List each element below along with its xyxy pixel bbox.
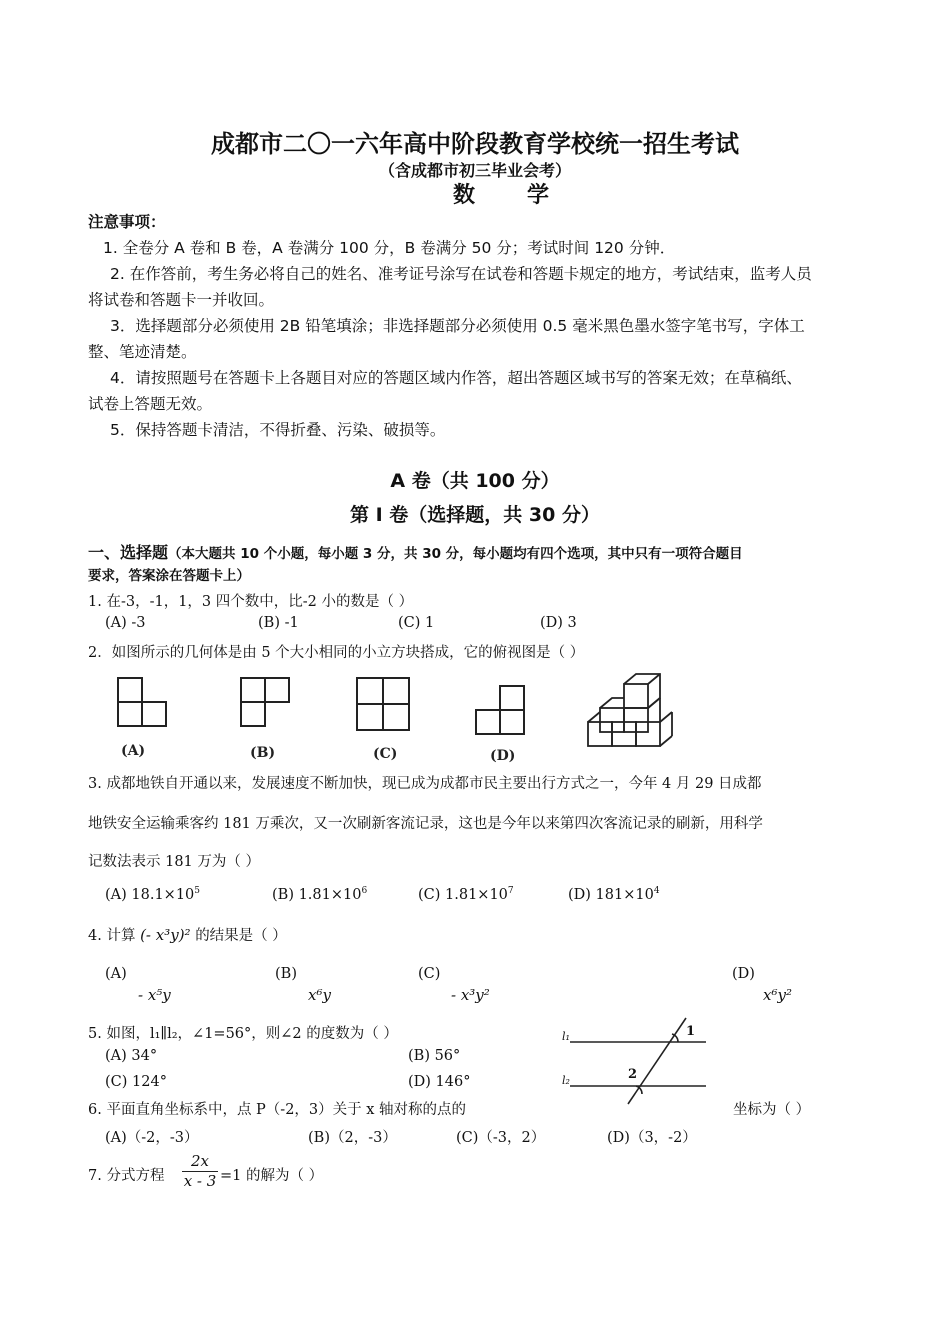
q2-label-c: (C) — [373, 746, 398, 762]
q4-expression: (- x³y)² — [140, 926, 191, 944]
q3-option-c-exp: 7 — [507, 886, 514, 896]
q4-stem — [88, 924, 287, 945]
q3-line-3: 记数法表示 181 万为（ ） — [88, 854, 261, 870]
q4-pre: 4. 计算 — [88, 928, 136, 944]
q3-option-a-exp: 5 — [194, 886, 201, 896]
mc-desc-1: （本大题共 10 个小题，每小题 3 分，共 30 分，每小题均有四个选项，其中只有一项符合题目 — [168, 546, 743, 562]
q2-figures — [100, 670, 700, 770]
q4-option-a-label: (A) — [105, 966, 127, 982]
note-2a: 2. 在作答前，考生务必将自己的姓名、准考证号涂写在试卷和答题卡规定的地方，考试结束，监考人员 — [110, 265, 812, 283]
note-4a: 4．请按照题号在答题卡上各题目对应的答题区域内作答，超出答题区域书写的答案无效；在草稿纸、 — [110, 369, 802, 387]
q7-pre: 7. 分式方程 — [88, 1168, 165, 1184]
q2-solid-figure — [588, 674, 672, 746]
q3-option-d-text: (D) 181×10 — [568, 886, 654, 903]
q6-stem: 6. 平面直角坐标系中，点 P（-2，3）关于 x 轴对称的点的 — [88, 1102, 467, 1118]
q1-option-b: (B) -1 — [258, 615, 299, 631]
q6-option-c: (C)（-3，2） — [456, 1130, 546, 1146]
q7-post: =1 的解为（ ） — [220, 1168, 324, 1184]
q2-label-b: (B) — [250, 745, 276, 761]
q2-figure-d — [476, 686, 524, 734]
q1-option-a: (A) -3 — [105, 615, 146, 631]
exam-subtitle: （含成都市初三毕业会考） — [378, 161, 571, 180]
mc-heading: 一、选择题 — [88, 543, 169, 562]
section-a-title: A 卷（共 100 分） — [390, 470, 560, 492]
subject-title: 数学 — [452, 183, 601, 208]
transversal-line — [628, 1018, 686, 1104]
q1-option-d: (D) 3 — [540, 615, 577, 631]
part1-title: 第 Ⅰ 卷（选择题，共 30 分） — [350, 504, 600, 526]
q6-option-b: (B)（2，-3） — [308, 1130, 397, 1146]
q7-numerator: 2x — [190, 1152, 209, 1170]
q6-stem-cont: 坐标为（ ） — [733, 1102, 811, 1118]
q5-option-b: (B) 56° — [408, 1048, 461, 1064]
q3-option-b-text: (B) 1.81×10 — [272, 886, 362, 903]
q5-fig-l2: l₂ — [562, 1074, 570, 1087]
q2-label-d: (D) — [490, 748, 516, 764]
q4-option-b-label: (B) — [275, 966, 297, 982]
q4-post: 的结果是（ ） — [195, 928, 287, 944]
note-1: 1. 全卷分 A 卷和 B 卷，A 卷满分 100 分，B 卷满分 50 分；考试时间 120 分钟． — [103, 239, 676, 257]
q2-figure-b — [241, 678, 289, 726]
q2-label-a: (A) — [121, 743, 146, 759]
q2-figure-c — [357, 678, 409, 730]
q7-denominator: x - 3 — [183, 1172, 217, 1190]
q1-stem: 1. 在-3，-1，1，3 四个数中，比-2 小的数是（ ） — [88, 594, 414, 610]
q4-option-b-expr: x⁶y — [308, 986, 331, 1004]
q4-option-c-expr: - x³y² — [451, 986, 490, 1004]
q5-stem: 5. 如图，l₁∥l₂，∠1=56°，则∠2 的度数为（ ） — [88, 1026, 398, 1042]
q4-option-d-expr: x⁶y² — [763, 986, 792, 1004]
q7-fraction — [182, 1152, 218, 1190]
q6-option-a: (A)（-2，-3） — [105, 1130, 199, 1146]
note-3a: 3．选择题部分必须使用 2B 铅笔填涂；非选择题部分必须使用 0.5 毫米黑色墨水签字笔书写，字体工 — [110, 317, 805, 335]
q5-fig-l1: l₁ — [562, 1030, 570, 1043]
q3-option-a-text: (A) 18.1×10 — [105, 886, 195, 903]
mc-desc-2: 要求，答案涂在答题卡上） — [88, 568, 250, 584]
q3-option-a — [105, 886, 200, 903]
q4-option-a-expr: - x⁵y — [138, 986, 171, 1004]
note-4b: 试卷上答题无效。 — [88, 395, 213, 413]
note-5: 5．保持答题卡清洁，不得折叠、污染、破损等。 — [110, 421, 446, 439]
q3-option-c — [418, 886, 514, 903]
mc-instructions — [88, 540, 743, 563]
q3-line-2: 地铁安全运输乘客约 181 万乘次，又一次刷新客流记录，这也是今年以来第四次客流记录的刷新，用科学 — [88, 816, 763, 832]
q5-option-d: (D) 146° — [408, 1074, 471, 1090]
q5-fig-angle1: 1 — [686, 1024, 696, 1039]
q2-figure-a — [118, 678, 166, 726]
q4-option-c-label: (C) — [418, 966, 441, 982]
q5-option-a: (A) 34° — [105, 1048, 158, 1064]
note-3b: 整、笔迹清楚。 — [88, 343, 197, 361]
q2-stem: 2．如图所示的几何体是由 5 个大小相同的小立方块搭成，它的俯视图是（ ） — [88, 645, 585, 661]
notes-heading: 注意事项： — [88, 213, 166, 231]
q3-line-1: 3. 成都地铁自开通以来，发展速度不断加快，现已成为成都市民主要出行方式之一，今年 4 月 29 日成都 — [88, 776, 762, 792]
q5-option-c: (C) 124° — [105, 1074, 167, 1090]
q6-option-d: (D)（3，-2） — [607, 1130, 697, 1146]
note-2b: 将试卷和答题卡一并收回。 — [88, 291, 275, 309]
q4-option-d-label: (D) — [732, 966, 755, 982]
q3-option-b — [272, 886, 367, 903]
q3-option-b-exp: 6 — [361, 886, 368, 896]
q1-option-c: (C) 1 — [398, 615, 435, 631]
q3-option-d — [568, 886, 660, 903]
q5-fig-angle2: 2 — [628, 1067, 638, 1082]
exam-title: 成都市二〇一六年高中阶段教育学校统一招生考试 — [211, 130, 739, 158]
q3-option-c-text: (C) 1.81×10 — [418, 886, 508, 903]
q3-option-d-exp: 4 — [653, 886, 660, 896]
